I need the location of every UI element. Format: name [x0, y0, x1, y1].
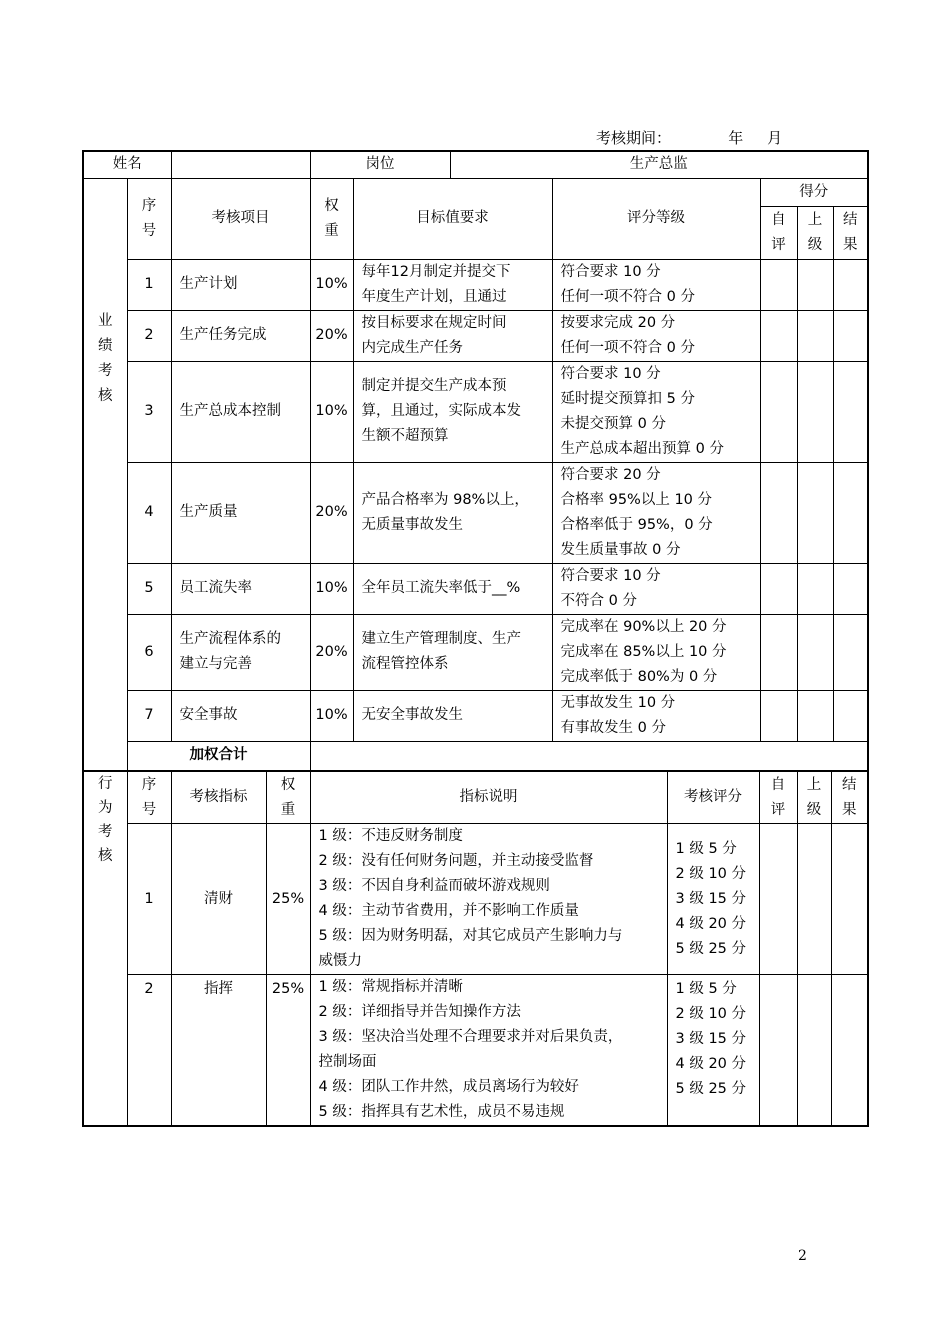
superior-score-cell[interactable]: [797, 824, 831, 975]
name-value[interactable]: [171, 151, 310, 178]
page-number: 2: [798, 1248, 807, 1264]
self-score-cell[interactable]: [760, 563, 797, 614]
behavior-section-label: 行 为 考 核: [83, 772, 127, 1127]
superior-score-cell[interactable]: [797, 614, 833, 690]
perf-item-header: 考核项目: [171, 178, 310, 259]
behavior-seq-header: 序 号: [127, 772, 171, 824]
weighted-total-label: 加权合计: [127, 741, 310, 771]
result-cell[interactable]: [833, 690, 868, 741]
perf-grade-header: 评分等级: [552, 178, 760, 259]
superior-score-cell[interactable]: [797, 462, 833, 563]
table-row: 7 安全事故 10% 无安全事故发生 无事故发生 10 分 有事故发生 0 分: [83, 690, 868, 741]
superior-score-cell[interactable]: [797, 259, 833, 310]
name-label: 姓名: [83, 151, 171, 178]
perf-seq-header: 序 号: [127, 178, 171, 259]
perf-score-header: 得分: [760, 178, 868, 206]
self-score-cell[interactable]: [759, 975, 797, 1127]
result-cell[interactable]: [833, 614, 868, 690]
year-label: 年: [728, 129, 744, 147]
table-row: 4 生产质量 20% 产品合格率为 98%以上， 无质量事故发生 符合要求 20 分 合格率 95%以上 10 分 合格率低于 95%，0 分 发生质量事故 0 分: [83, 462, 868, 563]
result-cell[interactable]: [833, 259, 868, 310]
post-value: 生产总监: [450, 151, 868, 178]
table-row: 3 生产总成本控制 10% 制定并提交生产成本预 算，且通过，实际成本发 生额不超预算 符合要求 10 分 延时提交预算扣 5 分 未提交预算 0 分 生产总成本超出预算 0 分: [83, 361, 868, 462]
self-score-cell[interactable]: [760, 361, 797, 462]
month-label: 月: [767, 129, 783, 147]
table-row: 2 指挥 25% 1 级：常规指标并清晰 2 级：详细指导并告知操作方法 3 级：坚决洽当处理不合理要求并对后果负责， 控制场面 4 级：团队工作井然，成员离场行为较好 5 级：指挥具有艺术性，成员不易违规 1 级 5 分 2 级 10 分 3 级 15 分 4 级 20 分 5 级 25 分: [83, 975, 868, 1127]
result-cell[interactable]: [833, 563, 868, 614]
behavior-table: [82, 771, 869, 1127]
behavior-superior-header: 上 级: [797, 772, 831, 824]
perf-target-header: 目标值要求: [353, 178, 552, 259]
table-row: 1 生产计划 10% 每年12月制定并提交下 年度生产计划，且通过 符合要求 10 分 任何一项不符合 0 分: [83, 259, 868, 310]
perf-superior-header: 上 级: [797, 206, 833, 259]
self-score-cell[interactable]: [760, 462, 797, 563]
result-cell[interactable]: [833, 462, 868, 563]
superior-score-cell[interactable]: [797, 361, 833, 462]
table-row: 5 员工流失率 10% 全年员工流失率低于__% 符合要求 10 分 不符合 0 分: [83, 563, 868, 614]
behavior-desc-header: 指标说明: [310, 772, 667, 824]
table-row: 2 生产任务完成 20% 按目标要求在规定时间 内完成生产任务 按要求完成 20 分 任何一项不符合 0 分: [83, 310, 868, 361]
behavior-score-header: 考核评分: [667, 772, 759, 824]
self-score-cell[interactable]: [760, 690, 797, 741]
table-row: 1 清财 25% 1 级：不违反财务制度 2 级：没有任何财务问题，并主动接受监督 3 级：不因自身利益而破坏游戏规则 4 级：主动节省费用，并不影响工作质量 5 级：因为财务明磊，对其它成员产生影响力与 威慑力 1 级 5 分 2 级 10 分 3 级 15 分 4 级 20 分 5 级 25 分: [83, 824, 868, 975]
perf-section-label: 业 绩 考 核: [83, 178, 127, 771]
superior-score-cell[interactable]: [797, 975, 831, 1127]
post-label: 岗位: [310, 151, 450, 178]
perf-self-header: 自 评: [760, 206, 797, 259]
behavior-result-header: 结 果: [831, 772, 868, 824]
superior-score-cell[interactable]: [797, 310, 833, 361]
behavior-indicator-header: 考核指标: [171, 772, 266, 824]
behavior-weight-header: 权 重: [266, 772, 310, 824]
result-cell[interactable]: [833, 310, 868, 361]
perf-result-header: 结 果: [833, 206, 868, 259]
self-score-cell[interactable]: [759, 824, 797, 975]
performance-table: [82, 150, 869, 772]
superior-score-cell[interactable]: [797, 563, 833, 614]
result-cell[interactable]: [831, 824, 868, 975]
self-score-cell[interactable]: [760, 310, 797, 361]
result-cell[interactable]: [833, 361, 868, 462]
result-cell[interactable]: [831, 975, 868, 1127]
behavior-self-header: 自 评: [759, 772, 797, 824]
period-label: 考核期间：: [596, 129, 672, 147]
perf-weight-header: 权 重: [310, 178, 353, 259]
weighted-total-value[interactable]: [310, 741, 868, 771]
self-score-cell[interactable]: [760, 614, 797, 690]
table-row: 6 生产流程体系的 建立与完善 20% 建立生产管理制度、生产 流程管控体系 完成率在 90%以上 20 分 完成率在 85%以上 10 分 完成率低于 80%为 0 分: [83, 614, 868, 690]
superior-score-cell[interactable]: [797, 690, 833, 741]
assessment-period: [596, 127, 782, 148]
self-score-cell[interactable]: [760, 259, 797, 310]
